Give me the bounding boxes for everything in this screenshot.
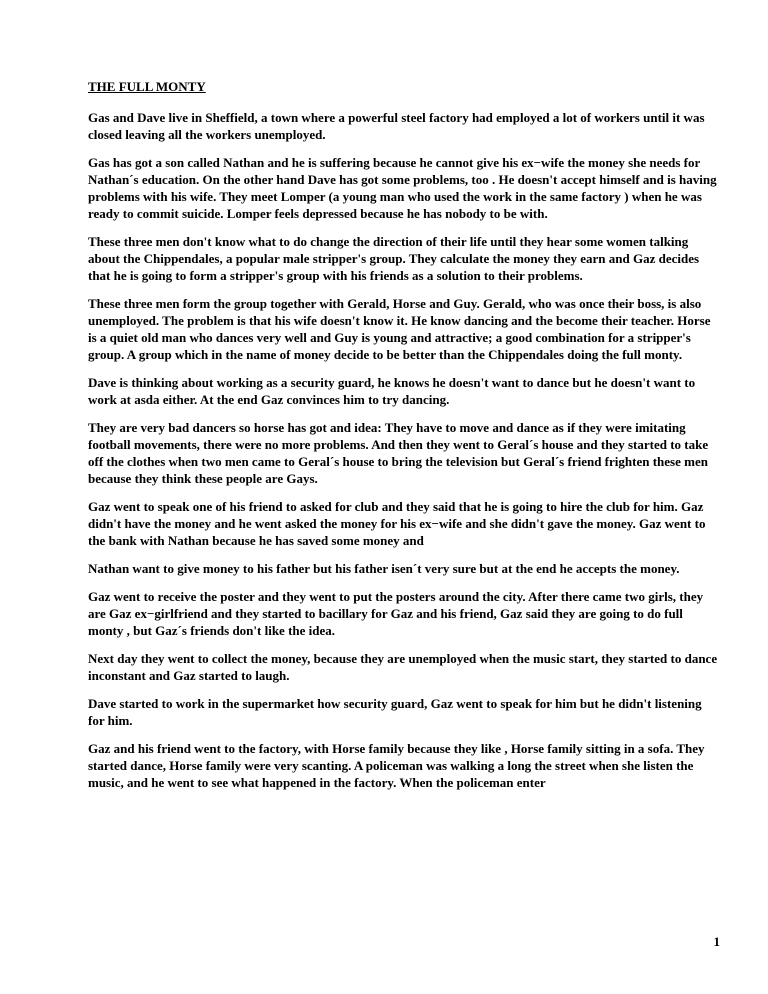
paragraph: These three men don't know what to do change the direction of their life until they hear some women talking about the Chippendales, a popular male stripper's group. They calculate the money they earn and Gaz decides that he is going to form a stripper's group with his friends as a solution to their problems. bbox=[88, 234, 700, 283]
paragraph: Nathan want to give money to his father but his father isen´t very sure but at the end he accepts the money. bbox=[88, 561, 680, 576]
paragraph: Gaz went to receive the poster and they went to put the posters around the city. After there came two girls, they are Gaz ex−girlfriend and they started to bacillary for Gaz and his friend, Gaz said they are going to do full monty , but Gaz´s friends don't like the idea. bbox=[88, 589, 704, 638]
paragraph: Gas and Dave live in Sheffield, a town where a powerful steel factory had employed a lot of workers until it was closed leaving all the workers unemployed. bbox=[88, 110, 705, 142]
paragraph: Next day they went to collect the money, because they are unemployed when the music start, they started to dance inconstant and Gaz started to laugh. bbox=[88, 651, 718, 683]
paragraph: Gaz went to speak one of his friend to asked for club and they said that he is going to hire the club for him. Gaz didn't have the money and he went asked the money for his ex−wife and she didn't gave the money. Gaz went to the bank with Nathan because he has saved some money and bbox=[88, 499, 706, 548]
document-title: THE FULL MONTY bbox=[88, 79, 206, 94]
paragraph: Gaz and his friend went to the factory, with Horse family because they like , Horse family sitting in a sofa. They started dance, Horse family were very scanting. A policeman was walking a long the street when she listen the music, and he went to see what happened in the factory. When the policeman enter bbox=[88, 741, 705, 790]
paragraph: They are very bad dancers so horse has got and idea: They have to move and dance as if they were imitating football movements, there were no more problems. And then they went to Geral´s house and they started to take off the clothes when two men came to Geral´s house to bring the television but Geral´s friend frighten these men because they think these people are Gays. bbox=[88, 420, 709, 486]
page-number: 1 bbox=[713, 934, 720, 949]
paragraph: These three men form the group together with Gerald, Horse and Guy. Gerald, who was once their boss, is also unemployed. The problem is that his wife doesn't know it. He know dancing and the become their teacher. Horse is a quiet old man who dances very well and Guy is young and attractive; a good combination for a stripper's group. A group which in the name of money decide to be better than the Chippendales doing the full monty. bbox=[88, 296, 711, 362]
paragraph: Dave is thinking about working as a security guard, he knows he doesn't want to dance but he doesn't want to work at asda either. At the end Gaz convinces him to try dancing. bbox=[88, 375, 696, 407]
paragraph: Gas has got a son called Nathan and he is suffering because he cannot give his ex−wife the money she needs for Nathan´s education. On the other hand Dave has got some problems, too . He doesn't accept himself and is having problems with his wife. They meet Lomper (a young man who used the work in the same factory ) when he was ready to commit suicide. Lomper feels depressed because he has nobody to be with. bbox=[88, 155, 717, 221]
paragraph: Dave started to work in the supermarket how security guard, Gaz went to speak for him but he didn't listening for him. bbox=[88, 696, 702, 728]
